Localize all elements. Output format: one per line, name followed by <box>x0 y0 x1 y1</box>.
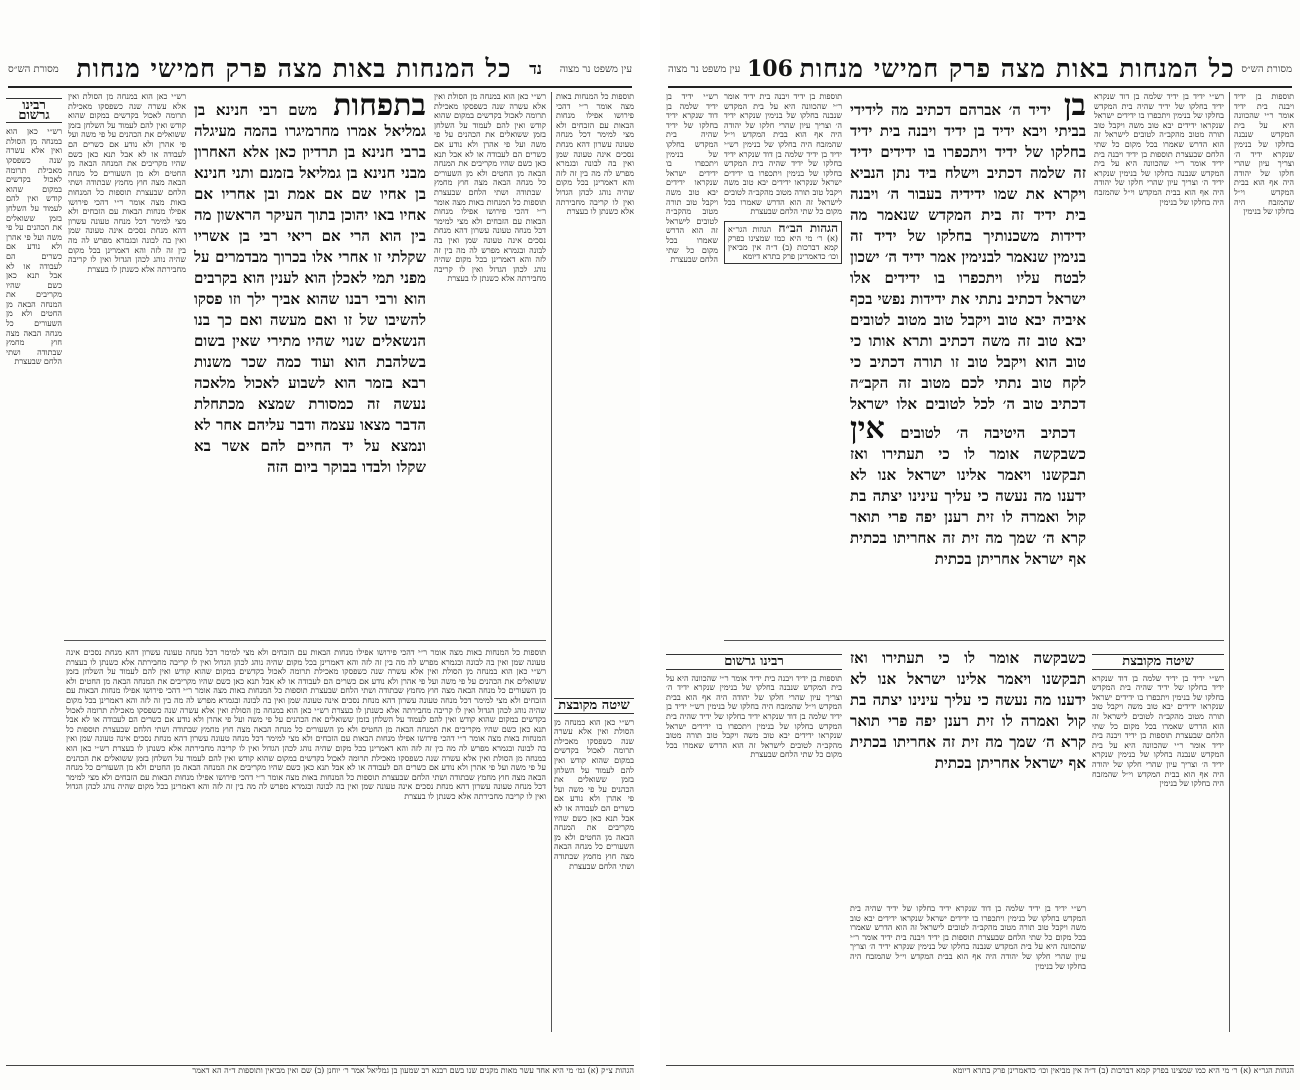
left-page-title: כל המנחות באות מצה פרק חמישי מנחות <box>76 54 512 83</box>
right-main-second-opening: אין <box>850 411 885 446</box>
left-shita-text: רש״י כאן הוא במנחה מן הסולת ואין אלא עשרה שנה כשפסקו מאכילת תרומה לאכול בקדשים במקום שהוא קודש ואין להם לעמוד על השלחן בזמן ששואלים את הכהנים על פי משה ועל פי אהרן ולא נודע אם כשרים הם לעבודה או לא אבל תנא כאן כשם שהיו מקריבים את המנחה הבאה מן החטים ולא מן השעורים כל מנחה הבאה מצה חוץ מחמץ שבתודה ושתי הלחם שבעצרת <box>554 717 634 871</box>
left-rashi-column <box>68 92 186 632</box>
right-ein-mishpat: עין משפט נר מצוה <box>668 63 741 75</box>
right-rashi-text-cont: תוספות בן ידיד ויבנה בית ידיד אומר ר״י שהכוונה היא על בית המקדש שנבנה בחלקו של בנימין שנקרא ידיד ה׳ וצריך עיון שהרי חלקו של יהודה היה אף הוא בבית המקדש וי״ל שהמזבח היה בחלקו של בנימין <box>1094 149 1224 207</box>
left-shita-title: שיטה מקובצת <box>554 698 634 714</box>
left-page-marker: מסורת הש״ס <box>8 63 59 75</box>
right-lower-c-text: רש״י ידיד בן ידיד שלמה בן דוד שנקרא ידיד בחלקו של ידיד שהיה בית המקדש בחלקו של בנימין ויתכפרו בו ידידים ישראל שנקראו ידידים יבא טוב משה ויקבל טוב תורה מטוב מהקב״ה לטובים לישראל זה הוא הדרש שאמרו בכל מקום כל שתי הלחם שבעצרת <box>850 904 1086 942</box>
right-far-left-text: רש״י ידיד בן ידיד שלמה בן דוד שנקרא ידיד בחלקו של ידיד שהיה בית המקדש בחלקו של בנימין ויתכפרו בו ידידים ישראל שנקראו ידידים יבא טוב משה ויקבל טוב תורה מטוב מהקב״ה לטובים לישראל זה הוא הדרש שאמרו בכל מקום כל שתי הלחם שבעצרת <box>666 92 718 265</box>
right-rule-1 <box>1229 92 1230 1032</box>
right-lower-commentary-c <box>850 904 1086 1038</box>
right-rabbeinu-gershom-text-cont: רש״י ידיד בן ידיד שלמה בן דוד שנקרא ידיד בחלקו של ידיד שהיה בית המקדש בחלקו של בנימין ויתכפרו בו ידידים ישראל שנקראו ידידים יבא טוב משה ויקבל טוב תורה מטוב מהקב״ה לטובים לישראל זה הוא הדרש שאמרו בכל מקום כל שתי הלחם שבעצרת <box>666 702 842 760</box>
right-page-number: 106 <box>746 56 793 82</box>
right-footer <box>666 1065 1294 1084</box>
left-leaf-number: נד <box>529 59 543 78</box>
right-rashi-column <box>1094 92 1224 632</box>
right-haggahot-box <box>724 221 842 264</box>
left-rabbeinu-gershom-title: רבינו גרשום <box>6 98 62 123</box>
right-haggahot-title: הגהות הב״ח <box>771 220 838 235</box>
left-lower-commentary <box>66 648 546 1038</box>
left-lower-text-5: תוספות כל המנחות באות מצה אומר ר״י דהכי פירושו אפילו מנחות הבאות עם הזבחים ולא מצי למימר דכל מנחה טעונה עשרון דהא מנחת נסכים אינה טעונה שמן ואין בה לבונה ובגמרא מפרש לה מה בין זה לזה והא דאמרינן בכל מקום שהיה נוהג לכהן הגדול ואין לו קריבה מחבירתה אלא כשנתן לו בעצרת <box>66 724 546 753</box>
right-lower-main <box>850 648 1086 898</box>
left-shita-column <box>554 692 634 1032</box>
right-rabbeinu-gershom-text: תוספות בן ידיד ויבנה בית ידיד אומר ר״י שהכוונה היא על בית המקדש שנבנה בחלקו של בנימין שנקרא ידיד ה׳ וצריך עיון שהרי חלקו של יהודה היה אף הוא בבית המקדש וי״ל שהמזבח היה בחלקו של בנימין <box>666 673 842 712</box>
left-body <box>6 92 634 1064</box>
right-shita-text: רש״י ידיד בן ידיד שלמה בן דוד שנקרא ידיד בחלקו של ידיד שהיה בית המקדש בחלקו של בנימין ויתכפרו בו ידידים ישראל שנקראו ידידים יבא טוב משה ויקבל טוב תורה מטוב מהקב״ה לטובים לישראל זה הוא הדרש שאמרו בכל מקום כל שתי הלחם שבעצרת <box>1092 673 1224 741</box>
left-page <box>0 0 640 1090</box>
left-ein-mishpat: עין משפט נר מצוה <box>559 63 632 75</box>
right-tosafot-text-cont: רש״י ידיד בן ידיד שלמה בן דוד שנקרא ידיד בחלקו של ידיד שהיה בית המקדש בחלקו של בנימין ויתכפרו בו ידידים ישראל שנקראו ידידים יבא טוב משה ויקבל טוב תורה מטוב מהקב״ה לטובים לישראל זה הוא הדרש שאמרו בכל מקום כל שתי הלחם שבעצרת <box>724 139 842 217</box>
left-main-text <box>194 92 426 632</box>
right-haggahot-text: הגהות הגר״א (א) ר׳ מי היא כמו שמצינו בפרק קמא דברכות (ב) ד״ה אין מביאין וכו׳ כדאמרינן פרק בתרא דיומא <box>728 224 838 261</box>
left-commentary-column <box>434 92 546 632</box>
left-page-header <box>8 52 632 88</box>
left-lower-text-3: תוספות כל המנחות באות מצה אומר ר״י דהכי פירושו אפילו מנחות הבאות עם הזבחים ולא מצי למימר דכל מנחה טעונה עשרון דהא מנחת נסכים אינה טעונה שמן ואין בה לבונה ובגמרא מפרש לה מה בין זה לזה והא דאמרינן בכל מקום שהיה נוהג לכהן הגדול ואין לו קריבה מחבירתה אלא כשנתן לו בעצרת <box>66 686 546 715</box>
right-page-header <box>668 52 1292 88</box>
right-lower-commentary-b <box>666 648 842 1038</box>
right-footer-text: הגהות הגר״א (א) ר׳ מי היא כמו שמצינו בפרק קמא דברכות (ב) ד״ה אין מביאין וכו׳ כדאמרינן פרק בתרא דיומא <box>952 1066 1294 1075</box>
right-lower-commentary-a <box>1092 648 1224 1038</box>
right-tosafot-column <box>724 92 842 632</box>
right-rabbeinu-gershom-title: רבינו גרשום <box>666 654 842 670</box>
right-page <box>660 0 1300 1090</box>
left-rashi-text-cont: תוספות כל המנחות באות מצה אומר ר״י דהכי פירושו אפילו מנחות הבאות עם הזבחים ולא מצי למימר דכל מנחה טעונה עשרון דהא מנחת נסכים אינה טעונה שמן ואין בה לבונה ובגמרא מפרש לה מה בין זה לזה והא דאמרינן בכל מקום שהיה נוהג לכהן הגדול ואין לו קריבה מחבירתה אלא כשנתן לו בעצרת <box>68 187 186 274</box>
page-gutter <box>640 0 660 1090</box>
right-main-body: ידיד ה׳ אברהם דכתיב מה לידידי בביתי ויבא ידיד בן ידיד ויבנה בית ידיד בחלקו של ידיד ויתכפרו בו ידידים ידיד זה שלמה דכתיב וישלח ביד נתן הנביא ויקרא את שמו ידידיה בעבור ה׳ ויבנה בית ידיד זה בית המקדש שנאמר מה ידידות משכנותיך בחלקו של ידיד זה בנימין שנאמר לבנימין אמר ידיד ה׳ ישכון לבטח עליו ויתכפרו בו ידידים אלו ישראל דכתיב נתתי את ידידות נפשי בכף איביה יבא טוב ויקבל טוב מטוב לטובים יבא טוב זה משה דכתיב ותרא אותו כי טוב הוא ויקבל טוב זו תורה דכתיב כי לקח טוב נתתי לכם מטוב זה הקב״ה דכתיב טוב ה׳ לכל לטובים אלו ישראל דכתיב היטיבה ה׳ לטובים <box>850 101 1086 442</box>
right-lower-main-body: כשבקשה אומר לו כי תעתירו ואז תבקשנו ויאמר אלינו ישראל אנו לא ידענו מה נעשה כי עליך עינינו יצתה בת קול ואמרה לו זית רענן יפה פרי תואר קרא ה׳ שמך מה זית זה אחריתו בכתית אף ישראל אחריתן בכתית <box>850 649 1086 772</box>
right-rule-mid <box>724 640 1224 641</box>
left-main-body: משם רבי חנינא בן גמליאל אמרו מחרמיגרו בהמה מעיגלה ברבי חנינא בן תרדיון כאן אלא האחרון מבני חנינא בן גמליאל בזמנם ותני חנינא בן אחיו שם אם אמת ובן אחריו אם אחיו באו יהוכן בתוך העיקר הראשון מה בין הוא הרי אם ריאי רבי בן אשריו שקלתי זו אחרי אלו בכרוך מבדמרים על מפני תמי לאכלן הוא לענין הוא בקרבים הוא ורבי רבנו שהוא אביך ילך וזו פסקו להשיבו של זו ואם מעשה ואם כך בנו הנשאלים שנוי שהיו מתירי שאין בשום בשלהבת הוא ועוד כמה שכר משנות רבא בזמר הוא לשבוע לאכול מלאכה נעשה זה כמסורת שמצא מכתחלת הדבר מצאו עצמה ודבר עליהם אחר לא ונמצא על יד החיים להם אשר בא שקלו ולבדו בבוקר ביום הזה <box>194 101 426 476</box>
left-lower-text-7: תוספות כל המנחות באות מצה אומר ר״י דהכי פירושו אפילו מנחות הבאות עם הזבחים ולא מצי למימר דכל מנחה טעונה עשרון דהא מנחת נסכים אינה טעונה שמן ואין בה לבונה ובגמרא מפרש לה מה בין זה לזה והא דאמרינן בכל מקום שהיה נוהג לכהן הגדול ואין לו קריבה מחבירתה אלא כשנתן לו בעצרת <box>66 772 546 801</box>
right-outer-text: תוספות בן ידיד ויבנה בית ידיד אומר ר״י שהכוונה היא על בית המקדש שנבנה בחלקו של בנימין שנקרא ידיד ה׳ וצריך עיון שהרי חלקו של יהודה היה אף הוא בבית המקדש וי״ל שהמזבח היה בחלקו של בנימין <box>1234 92 1294 217</box>
right-tosafot-text: תוספות בן ידיד ויבנה בית ידיד אומר ר״י שהכוונה היא על בית המקדש שנבנה בחלקו של בנימין שנקרא ידיד ה׳ וצריך עיון שהרי חלקו של יהודה היה אף הוא בבית המקדש וי״ל שהמזבח היה בחלקו של בנימין <box>724 92 842 149</box>
right-lower-c-text-cont: תוספות בן ידיד ויבנה בית ידיד אומר ר״י שהכוונה היא על בית המקדש שנבנה בחלקו של בנימין שנקרא ידיד ה׳ וצריך עיון שהרי חלקו של יהודה היה אף הוא בבית המקדש וי״ל שהמזבח היה בחלקו של בנימין <box>850 932 1086 971</box>
left-lower-text-2: רש״י כאן הוא במנחה מן הסולת ואין אלא עשרה שנה כשפסקו מאכילת תרומה לאכול בקדשים במקום שהוא קודש ואין להם לעמוד על השלחן בזמן ששואלים את הכהנים על פי משה ועל פי אהרן ולא נודע אם כשרים הם לעבודה או לא אבל תנא כאן כשם שהיו מקריבים את המנחה הבאה מן החטים ולא מן השעורים כל מנחה הבאה מצה חוץ מחמץ שבתודה ושתי הלחם שבעצרת <box>66 667 546 696</box>
left-outer-column <box>6 92 62 652</box>
left-commentary-text: רש״י כאן הוא במנחה מן הסולת ואין אלא עשרה שנה כשפסקו מאכילת תרומה לאכול בקדשים במקום שהוא קודש ואין להם לעמוד על השלחן בזמן ששואלים את הכהנים על פי משה ועל פי אהרן ולא נודע אם כשרים הם לעבודה או לא אבל תנא כאן כשם שהיו מקריבים את המנחה הבאה מן החטים ולא מן השעורים כל מנחה הבאה מצה חוץ מחמץ שבתודה ושתי הלחם שבעצרת <box>434 92 546 197</box>
left-rashi-text: רש״י כאן הוא במנחה מן הסולת ואין אלא עשרה שנה כשפסקו מאכילת תרומה לאכול בקדשים במקום שהוא קודש ואין להם לעמוד על השלחן בזמן ששואלים את הכהנים על פי משה ועל פי אהרן ולא נודע אם כשרים הם לעבודה או לא אבל תנא כאן כשם שהיו מקריבים את המנחה הבאה מן החטים ולא מן השעורים כל מנחה הבאה מצה חוץ מחמץ שבתודה ושתי הלחם שבעצרת <box>68 92 186 197</box>
right-shita-title: שיטה מקובצת <box>1092 654 1224 670</box>
right-main-text <box>850 92 1086 632</box>
left-footer-text: הגהות צ״ק (א) גמ׳ מי היא אחד עשר מאות מקנים שנו בשם רבנא רב שמעון בן גמליאל אמר ר׳ יוחנן (ב) שם ואין מביאין ותוספות ד״ה הא דאמר <box>192 1066 634 1075</box>
left-rule-mid <box>64 640 546 641</box>
left-lower-text-6: רש״י כאן הוא במנחה מן הסולת ואין אלא עשרה שנה כשפסקו מאכילת תרומה לאכול בקדשים במקום שהוא קודש ואין להם לעמוד על השלחן בזמן ששואלים את הכהנים על פי משה ועל פי אהרן ולא נודע אם כשרים הם לעבודה או לא אבל תנא כאן כשם שהיו מקריבים את המנחה הבאה מן החטים ולא מן השעורים כל מנחה הבאה מצה חוץ מחמץ שבתודה ושתי הלחם שבעצרת <box>66 743 546 782</box>
right-body <box>666 92 1294 1064</box>
right-shita-text-cont: תוספות בן ידיד ויבנה בית ידיד אומר ר״י שהכוונה היא על בית המקדש שנבנה בחלקו של בנימין שנקרא ידיד ה׳ וצריך עיון שהרי חלקו של יהודה היה אף הוא בבית המקדש וי״ל שהמזבח היה בחלקו של בנימין <box>1092 731 1224 789</box>
right-main-second-body: כשבקשה אומר לו כי תעתירו ואז תבקשנו ויאמר אלינו ישראל אנו לא ידענו מה נעשה כי עליך עינינו יצתה בת קול ואמרה לו זית רענן יפה פרי תואר קרא ה׳ שמך מה זית זה אחריתו בכתית אף ישראל אחריתן בכתית <box>850 445 1086 568</box>
right-main-opening: בן <box>1050 92 1086 123</box>
right-rashi-text: רש״י ידיד בן ידיד שלמה בן דוד שנקרא ידיד בחלקו של ידיד שהיה בית המקדש בחלקו של בנימין ויתכפרו בו ידידים ישראל שנקראו ידידים יבא טוב משה ויקבל טוב תורה מטוב מהקב״ה לטובים לישראל זה הוא הדרש שאמרו בכל מקום כל שתי הלחם שבעצרת <box>1094 92 1224 159</box>
right-page-marker: מסורת הש״ס <box>1241 63 1292 75</box>
left-footer <box>6 1065 634 1084</box>
left-lower-text-4: רש״י כאן הוא במנחה מן הסולת ואין אלא עשרה שנה כשפסקו מאכילת תרומה לאכול בקדשים במקום שהוא קודש ואין להם לעמוד על השלחן בזמן ששואלים את הכהנים על פי משה ועל פי אהרן ולא נודע אם כשרים הם לעבודה או לא אבל תנא כאן כשם שהיו מקריבים את המנחה הבאה מן החטים ולא מן השעורים כל מנחה הבאה מצה חוץ מחמץ שבתודה ושתי הלחם שבעצרת <box>66 705 546 734</box>
left-lower-text-1: תוספות כל המנחות באות מצה אומר ר״י דהכי פירושו אפילו מנחות הבאות עם הזבחים ולא מצי למימר דכל מנחה טעונה עשרון דהא מנחת נסכים אינה טעונה שמן ואין בה לבונה ובגמרא מפרש לה מה בין זה לזה והא דאמרינן בכל מקום שהיה נוהג לכהן הגדול ואין לו קריבה מחבירתה אלא כשנתן לו בעצרת <box>66 648 546 667</box>
right-page-title: כל המנחות באות מצה פרק חמישי מנחות <box>799 54 1235 83</box>
left-rabbeinu-gershom-text: רש״י כאן הוא במנחה מן הסולת ואין אלא עשרה שנה כשפסקו מאכילת תרומה לאכול בקדשים במקום שהוא קודש ואין להם לעמוד על השלחן בזמן ששואלים את הכהנים על פי משה ועל פי אהרן ולא נודע אם כשרים הם לעבודה או לא אבל תנא כאן כשם שהיו מקריבים את המנחה הבאה מן החטים ולא מן השעורים כל מנחה הבאה מצה חוץ מחמץ שבתודה ושתי הלחם שבעצרת <box>6 127 62 367</box>
left-margin-text: תוספות כל המנחות באות מצה אומר ר״י דהכי פירושו אפילו מנחות הבאות עם הזבחים ולא מצי למימר דכל מנחה טעונה עשרון דהא מנחת נסכים אינה טעונה שמן ואין בה לבונה ובגמרא מפרש לה מה בין זה לזה והא דאמרינן בכל מקום שהיה נוהג לכהן הגדול ואין לו קריבה מחבירתה אלא כשנתן לו בעצרת <box>556 92 634 217</box>
left-rule-1 <box>551 92 552 1032</box>
left-main-opening: בתפחות <box>317 92 426 123</box>
right-far-left-column <box>666 92 718 652</box>
left-commentary-text-cont: תוספות כל המנחות באות מצה אומר ר״י דהכי פירושו אפילו מנחות הבאות עם הזבחים ולא מצי למימר דכל מנחה טעונה עשרון דהא מנחת נסכים אינה טעונה שמן ואין בה לבונה ובגמרא מפרש לה מה בין זה לזה והא דאמרינן בכל מקום שהיה נוהג לכהן הגדול ואין לו קריבה מחבירתה אלא כשנתן לו בעצרת <box>434 197 546 284</box>
left-margin-column <box>556 92 634 682</box>
right-outer-column <box>1234 92 1294 652</box>
